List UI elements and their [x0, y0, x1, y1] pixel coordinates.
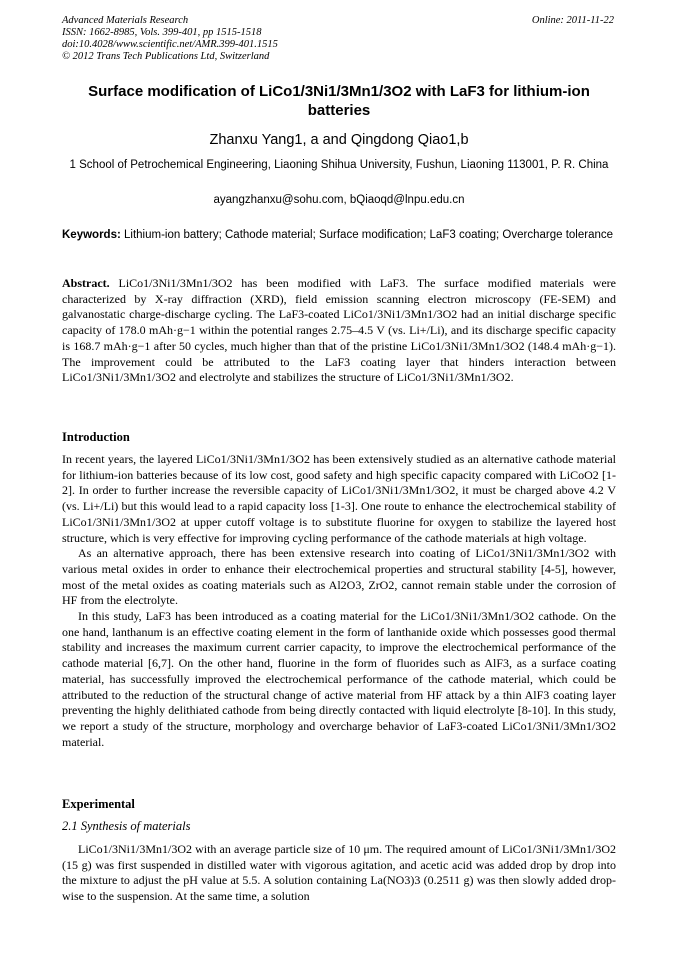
online-date: Online: 2011-11-22: [531, 15, 614, 26]
journal-issn: ISSN: 1662-8985, Vols. 399-401, pp 1515-1518: [62, 27, 262, 38]
introduction-body: [62, 452, 616, 750]
experimental-paragraph-1: LiCo1/3Ni1/3Mn1/3O2 with an average particle size of 10 μm. The required amount of LiCo1/3Ni1/3Mn1/3O2 (15 g) was first suspended in distilled water with vigorous agitation, and acetic acid was added drop by drop into the mixture to adjust the pH value at 5.5. A solution containing La(NO3)3 (0.2511 g) was then slowly added drop-wise to the suspension. At the same time, a solution: [62, 842, 616, 904]
journal-name: Advanced Materials Research: [62, 15, 189, 26]
keywords-text: Lithium-ion battery; Cathode material; Surface modification; LaF3 coating; Overcharge tolerance: [124, 229, 614, 241]
intro-paragraph-1: In recent years, the layered LiCo1/3Ni1/3Mn1/3O2 has been extensively studied as an alternative cathode material for lithium-ion batteries because of its low cost, good safety and high specific capacity compared with LiCoO2 [1-2]. In order to further increase the reversible capacity of LiCo1/3Ni1/3Mn1/3O2, it must be charged above 4.2 V (vs. Li+/Li) but this would lead to a rapid capacity loss [1-3]. One route to enhance the electrochemical stability of LiCo1/3Ni1/3Mn1/3O2 at upper cutoff voltage is to substitute fluorine for oxygen to stabilize the layered host structure, which is very effective for improving cycling performance of the cathode materials at high voltage.: [62, 452, 616, 545]
keywords: [62, 228, 616, 243]
keywords-label: Keywords:: [62, 229, 121, 241]
authors: Zhanxu Yang1, a and Qingdong Qiao1,b: [209, 132, 469, 148]
experimental-body: [62, 842, 616, 905]
introduction-heading: Introduction: [62, 430, 130, 444]
abstract-text: LiCo1/3Ni1/3Mn1/3O2 has been modified with LaF3. The surface modified materials were characterized by X-ray diffraction (XRD), field emission scanning electron microscopy (FE-SEM) and galvanostatic charge-discharge cycling. The LaF3-coated LiCo1/3Ni1/3Mn1/3O2 had an initial discharge specific capacity of 178.0 mAh·g−1 within the potential ranges 2.75–4.5 V (vs. Li+/Li), and its discharge specific capacity is 168.7 mAh·g−1 after 50 cycles, much higher than that of the pristine LiCo1/3Ni1/3Mn1/3O2 (148.4 mAh·g−1). The improvement could be attributed to the LaF3 coating layer that hinders interaction between LiCo1/3Ni1/3Mn1/3O2 and electrolyte and stabilizes the structure of LiCo1/3Ni1/3Mn1/3O2.: [62, 276, 617, 385]
intro-paragraph-3: In this study, LaF3 has been introduced as a coating material for the LiCo1/3Ni1/3Mn1/3O2 cathode. On the one hand, lanthanum is an effective coating element in the form of lanthanide oxide which possesses good thermal stability and increases the maximum current carrier capacity, to improve the electrochemical performance of the cathode material [6,7]. On the other hand, fluorine in the form of fluorides such as AlF3, as a surface coating material, has successfully improved the electrochemical performance of the cathode material, which could be attributed to the reduction of the structural change of active material from HF attack by a thin AlF3 coating layer preventing the highly delithiated cathode from being directly contacted with liquid electrolyte [8-10]. In this study, we report a study of the structure, morphology and overcharge behavior of LaF3-coated LiCo1/3Ni1/3Mn1/3O2 material.: [62, 609, 616, 749]
paper-title: [62, 82, 616, 120]
journal-doi: doi:10.4028/www.scientific.net/AMR.399-401.1515: [62, 39, 278, 50]
intro-paragraph-2: As an alternative approach, there has been extensive research into coating of LiCo1/3Ni1/3Mn1/3O2 with various metal oxides in order to enhance their electrochemical properties and structural stability [4-5], however, most of the metal oxides as coating materials such as Al2O3, ZrO2, cannot remain stable under the corrosion of HF from the electrolyte.: [62, 546, 616, 608]
author-emails: ayangzhanxu@sohu.com, bQiaoqd@lnpu.edu.cn: [213, 194, 465, 206]
experimental-heading: Experimental: [62, 797, 135, 811]
journal-copyright: © 2012 Trans Tech Publications Ltd, Switzerland: [62, 51, 270, 62]
journal-header: [62, 15, 278, 63]
title-line-1: Surface modification of LiCo1/3Ni1/3Mn1/3O2 with LaF3 for lithium-ion: [88, 83, 590, 100]
abstract-label: Abstract.: [62, 276, 110, 290]
title-line-2: batteries: [307, 102, 371, 119]
abstract: [62, 276, 616, 386]
synthesis-subheading: 2.1 Synthesis of materials: [62, 819, 191, 833]
affiliation: 1 School of Petrochemical Engineering, Liaoning Shihua University, Fushun, Liaoning 113001, P. R. China: [69, 159, 609, 171]
